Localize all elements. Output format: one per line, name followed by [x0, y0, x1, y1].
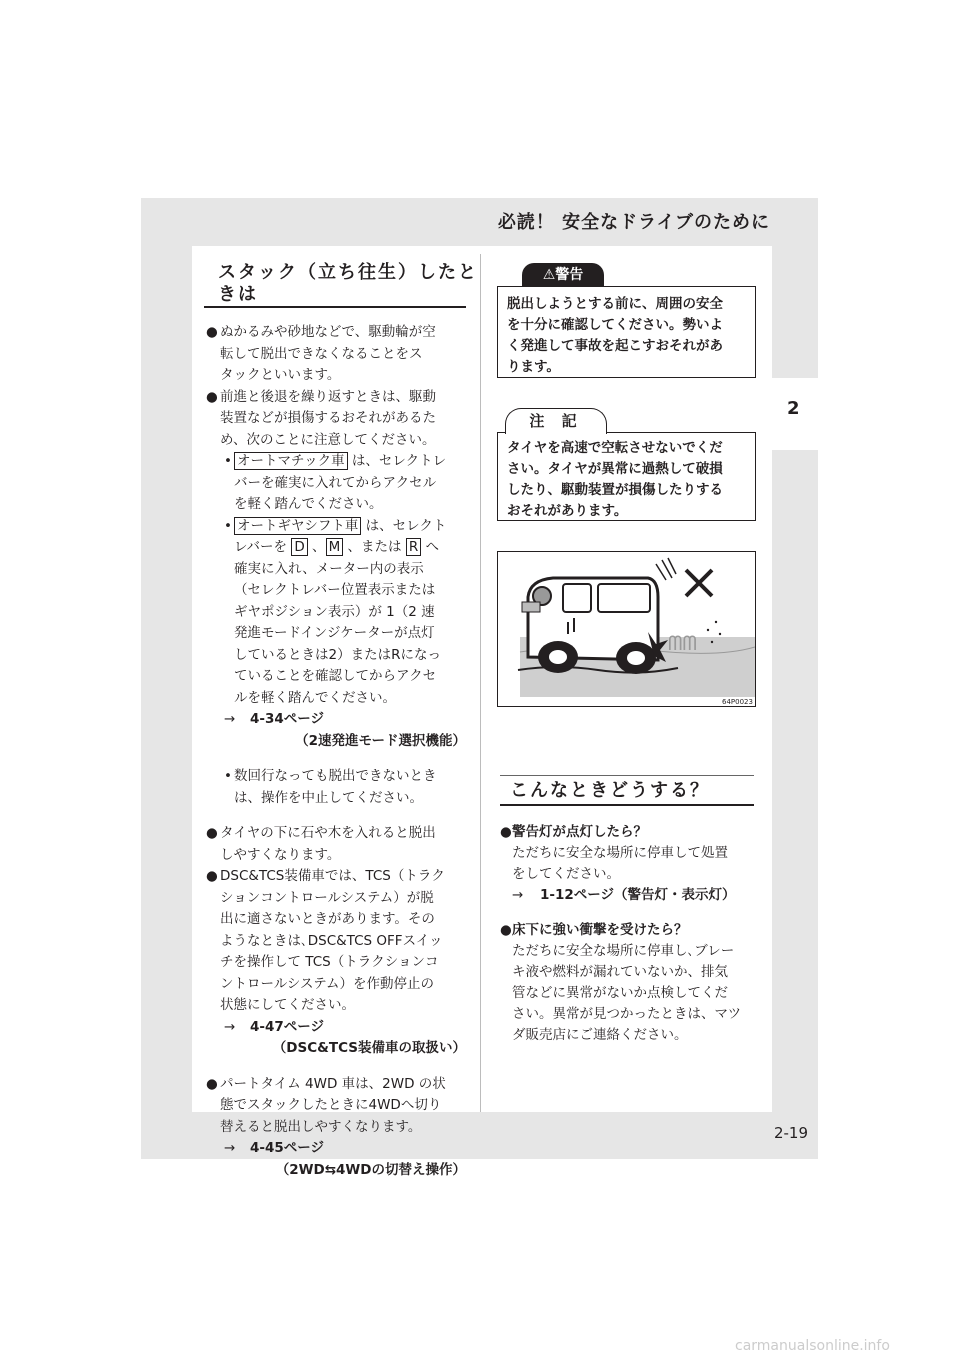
note-tab: 注 記 — [505, 408, 607, 434]
title-rule-bottom — [500, 804, 754, 806]
warning-triangle-icon: ⚠ — [542, 267, 556, 283]
illustration-svg — [498, 552, 755, 706]
running-header: 必読！ 安全なドライブのために — [497, 212, 770, 233]
page-reference: → 4-45ページ — [224, 1140, 325, 1156]
page-number: 2-19 — [773, 1124, 808, 1142]
page-reference: → 4-34ページ — [224, 711, 325, 727]
page-reference: → 1-12ページ（警告灯・表示灯） — [512, 887, 736, 903]
sub-item: • 数回行なっても脱出できないとき は、操作を中止してください。 — [224, 768, 437, 806]
question: ● 警告灯が点灯したら？ — [500, 824, 647, 840]
sub-item: • オートマチック車 は、セレクトレ バーを確実に入れてからアクセル を軽く踏んでください。 — [224, 453, 447, 512]
title-rule-top — [500, 775, 754, 776]
left-column — [204, 322, 466, 1181]
chapter-number: 2 — [787, 398, 800, 419]
section-title-faq: こんなときどうする？ — [510, 780, 710, 801]
section-title-stuck: スタック（立ち往生）したと きは — [218, 262, 478, 305]
bullet-item: ● DSC&TCS装備車では、TCS（トラク ションコントロールシステム）が脱 出に適さないときがあります。その ようなときは､DSC&TCS OFFスイッ チを操作して TCS（トラクションコ ントロールシステム）を作動停止の 状態にしてください。 — [206, 868, 445, 1013]
question: ● 床下に強い衝撃を受けたら？ — [500, 922, 688, 938]
vehicle-stuck-illustration — [497, 551, 756, 707]
svg-text:ᗰᗰ: ᗰᗰ — [668, 631, 697, 655]
sub-item: • オートギヤシフト車 は、セレクト レバーを D 、 M 、または R へ 確実に入れ、メーター内の表示 （セレクトレバー位置表示または ギヤポジション表示）が 1（2 速 発進モードインジケーターが点灯 しているときは2）またはRになっ ていることを確認してからアクセ ルを軽く踏んでください。 — [224, 517, 447, 706]
page-reference-detail: （DSC&TCS装備車の取扱い） — [272, 1040, 466, 1056]
page-reference-detail: （2速発進モード選択機能） — [295, 732, 466, 749]
bullet-item: ● パートタイム 4WD 車は、2WD の状 態でスタックしたときに4WDへ切り 替えると脱出しやすくなります。 — [206, 1075, 446, 1135]
page-reference-detail: （2WD⇆4WDの切替え操作） — [275, 1161, 466, 1178]
warning-tab: ⚠警告 — [522, 263, 604, 287]
bullet-item: ● 前進と後退を繰り返すときは、駆動 装置などが損傷するおそれがあるた め、次のことに注意してください。 — [206, 388, 436, 448]
bullet-item: ● タイヤの下に石や木を入れると脱出 しやすくなります。 — [206, 825, 436, 863]
note-text: タイヤを高速で空転させないでくだ さい。タイヤが異常に過熱して破損 したり、駆動装置が損傷したりする おそれがあります。 — [507, 440, 723, 519]
warning-text: 脱出しようとする前に、周囲の安全 を十分に確認してください。勢いよ く発進して事故を起こすおそれがあ ります。 — [507, 296, 723, 375]
bullet-item: ● ぬかるみや砂地などで、駆動輪が空 転して脱出できなくなることをス タックといいます。 — [206, 324, 436, 383]
right-column: ● 警告灯が点灯したら？ ただちに安全な場所に停車して処置 をしてください。 → 1-12ページ（警告灯・表示灯） ● 床下に強い衝撃を受けたら？ ただちに安全な場所に停車し､ブレー キ液や燃料が漏れていないか、排気 管などに異常がないか点検してくだ さい。異常が見つかったときは、マツ ダ販売店にご連絡ください。 — [500, 822, 758, 1046]
page-reference: → 4-47ページ — [224, 1018, 325, 1035]
column-divider — [480, 254, 481, 1112]
watermark: carmanualsonline.info — [735, 1338, 890, 1354]
illustration-code: 64P0023 — [722, 698, 753, 706]
title-rule — [204, 306, 466, 308]
